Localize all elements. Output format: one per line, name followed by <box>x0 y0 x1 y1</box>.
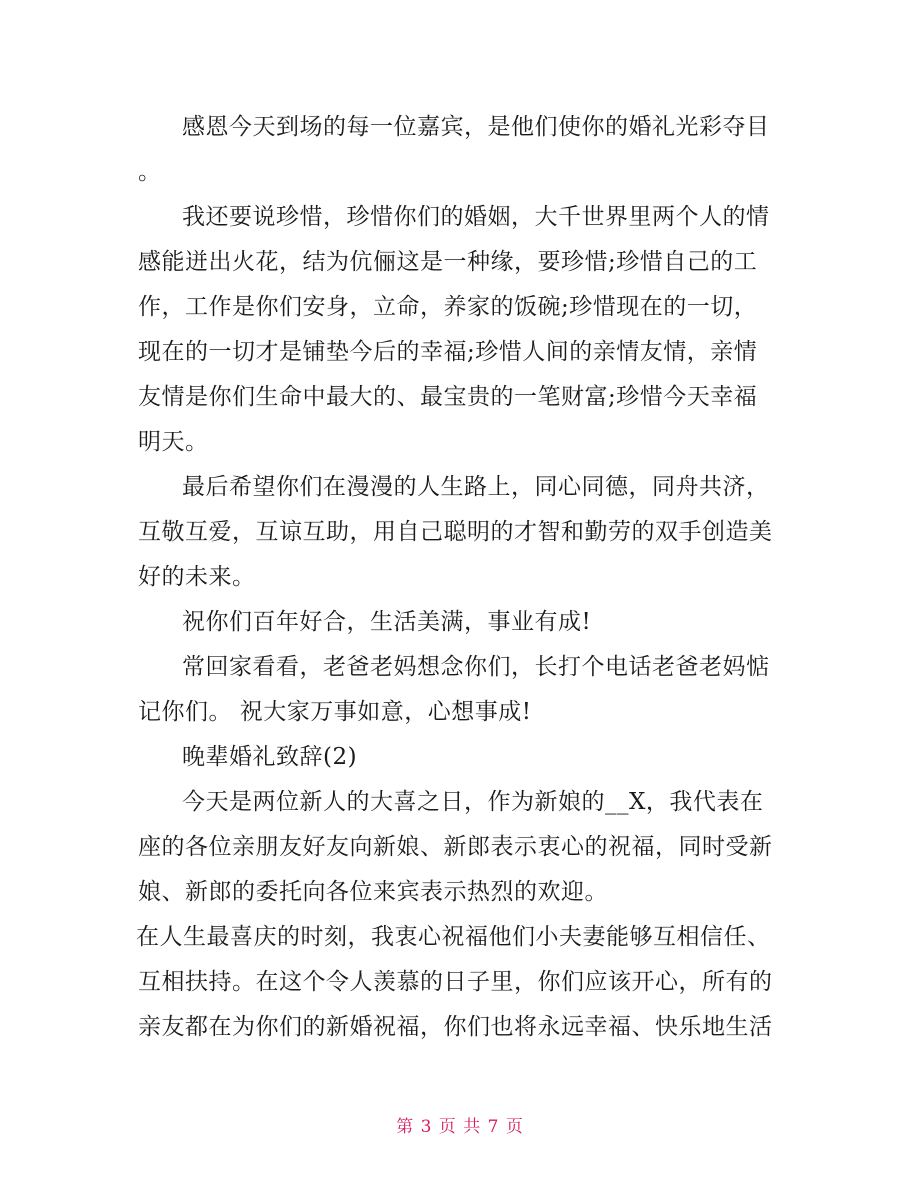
paragraph-cherish <box>138 195 783 465</box>
text-line: 我还要说珍惜，珍惜你们的婚姻，大千世界里两个人的情 <box>182 204 770 230</box>
text-line: 最后希望你们在漫漫的人生路上，同心同德，同舟共济， <box>182 474 770 500</box>
page-number-footer: 第 3 页 共 7 页 <box>396 1117 524 1137</box>
text-line: 座的各位亲朋友好友向新娘、新郎表示衷心的祝福，同时受新 <box>138 834 773 860</box>
text-line: 娘、新郎的委托向各位来宾表示热烈的欢迎。 <box>138 879 608 905</box>
text-line: 作，工作是你们安身，立命，养家的饭碗;珍惜现在的一切， <box>138 294 758 320</box>
text-line: 互相扶持。在这个令人羡慕的日子里，你们应该开心，所有的 <box>138 969 773 995</box>
paragraph-best-wishes <box>138 915 783 1050</box>
text-line: 明天。 <box>138 429 209 455</box>
text-line: 感能迸出火花，结为伉俪这是一种缘，要珍惜;珍惜自己的工 <box>138 249 758 275</box>
paragraph-wedding-day <box>138 780 783 915</box>
text-line: 祝你们百年好合，生活美满，事业有成! <box>182 609 592 635</box>
section-title: 晚辈婚礼致辞(2) <box>182 744 358 770</box>
text-line: 在人生最喜庆的时刻，我衷心祝福他们小夫妻能够互相信任、 <box>136 924 771 950</box>
paragraph-blessing <box>138 600 783 645</box>
text-line: 感恩今天到场的每一位嘉宾，是他们使你的婚礼光彩夺目 <box>182 114 770 140</box>
text-line: 友情是你们生命中最大的、最宝贵的一笔财富;珍惜今天幸福 <box>138 384 758 410</box>
section-heading <box>138 735 783 780</box>
text-line: 现在的一切才是铺垫今后的幸福;珍惜人间的亲情友情，亲情 <box>138 339 758 365</box>
text-line: 。 <box>138 159 162 185</box>
document-body <box>138 105 783 1050</box>
paragraph-visit-home <box>138 645 783 735</box>
text-line: 好的未来。 <box>138 564 256 590</box>
text-line: 常回家看看，老爸老妈想念你们，长打个电话老爸老妈惦 <box>182 654 770 680</box>
text-line: 今天是两位新人的大喜之日，作为新娘的__X，我代表在 <box>182 789 764 815</box>
paragraph-thanks-guests <box>138 105 783 195</box>
text-line: 亲友都在为你们的新婚祝福，你们也将永远幸福、快乐地生活 <box>138 1014 773 1040</box>
text-line: 互敬互爱，互谅互助，用自己聪明的才智和勤劳的双手创造美 <box>138 519 773 545</box>
paragraph-final-hopes <box>138 465 783 600</box>
text-line: 记你们。 祝大家万事如意，心想事成! <box>138 699 532 725</box>
